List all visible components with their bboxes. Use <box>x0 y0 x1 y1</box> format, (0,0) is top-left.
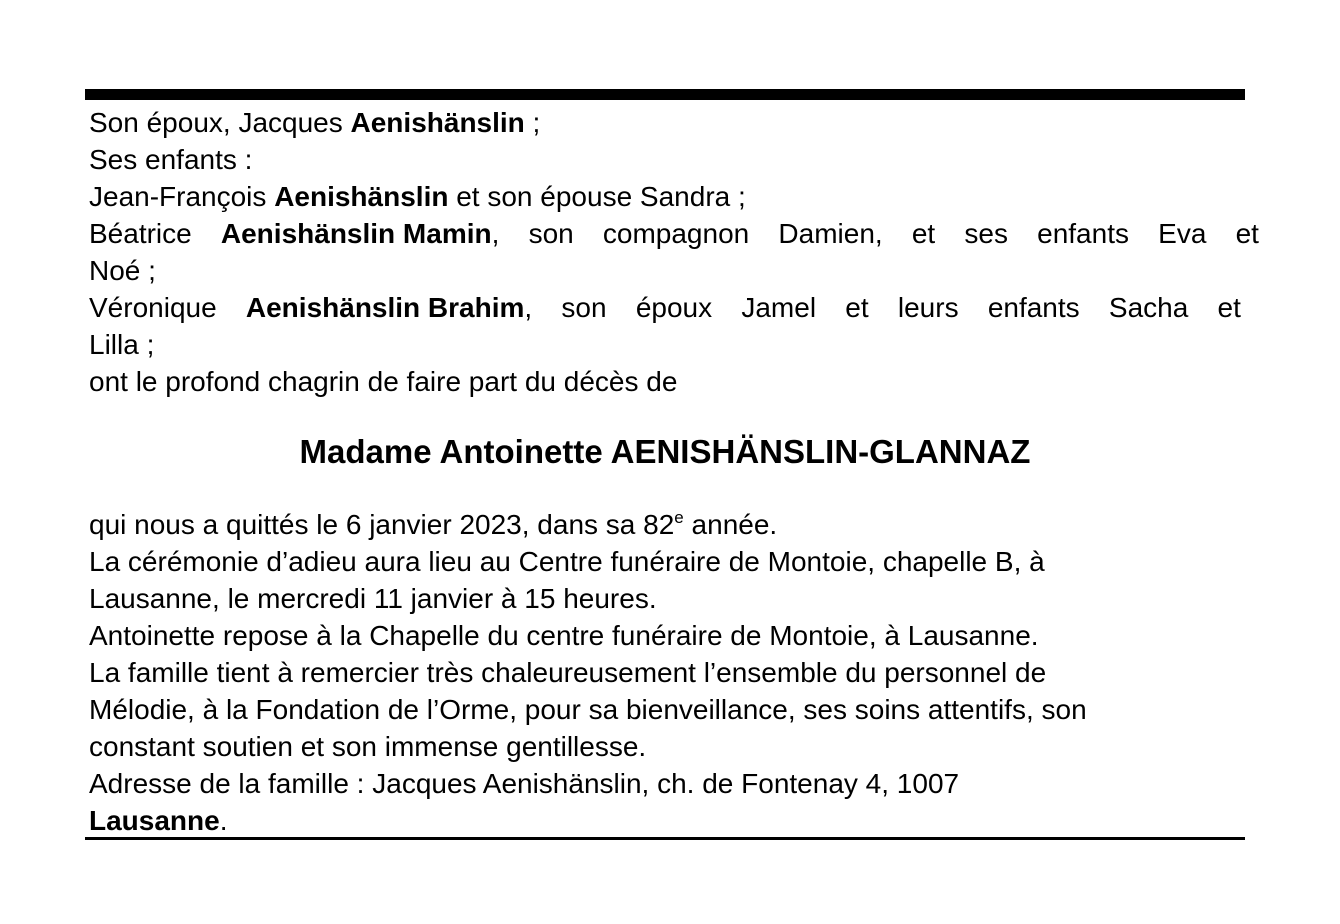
bottom-rule <box>85 837 1245 840</box>
address-line2: Lausanne. <box>89 805 228 836</box>
thanks-line2: Mélodie, à la Fondation de l’Orme, pour sa bienveillance, ses soins attentifs, son <box>89 694 1087 725</box>
children-intro: Ses enfants : <box>89 144 253 175</box>
child3-line2: Lilla ; <box>89 329 155 360</box>
child3-line1: Véronique Aenishänslin Brahim, son époux Jamel et leurs enfants Sacha et <box>89 292 1241 323</box>
details-block <box>89 506 1087 839</box>
deceased-title: Madame Antoinette AENISHÄNSLIN-GLANNAZ <box>299 433 1031 470</box>
announcement-line: ont le profond chagrin de faire part du décès de <box>89 366 678 397</box>
ceremony-line2: Lausanne, le mercredi 11 janvier à 15 heures. <box>89 583 657 614</box>
husband-surname: Aenishänslin <box>350 107 525 138</box>
address-line1: Adresse de la famille : Jacques Aenishänslin, ch. de Fontenay 4, 1007 <box>89 768 960 799</box>
child2-line1: Béatrice Aenishänslin Mamin, son compagnon Damien, et ses enfants Eva et <box>89 218 1259 249</box>
thanks-line1: La famille tient à remercier très chaleureusement l’ensemble du personnel de <box>89 657 1047 688</box>
passing-line: qui nous a quittés le 6 janvier 2023, dans sa 82e année. <box>89 508 778 540</box>
top-rule <box>85 89 1245 100</box>
child1-line: Jean-François Aenishänslin et son épouse Sandra ; <box>89 181 746 212</box>
address-city: Lausanne <box>89 805 220 836</box>
husband-line: Son époux, Jacques Aenishänslin ; <box>89 107 541 138</box>
child2-surname: Aenishänslin Mamin <box>220 218 492 249</box>
rest-line: Antoinette repose à la Chapelle du centre funéraire de Montoie, à Lausanne. <box>89 620 1039 651</box>
child1-surname: Aenishänslin <box>274 181 449 212</box>
thanks-line3: constant soutien et son immense gentillesse. <box>89 731 647 762</box>
child2-line2: Noé ; <box>89 255 156 286</box>
family-list <box>89 104 1259 400</box>
child3-surname: Aenishänslin Brahim <box>245 292 525 323</box>
ceremony-line1: La cérémonie d’adieu aura lieu au Centre funéraire de Montoie, chapelle B, à <box>89 546 1045 577</box>
